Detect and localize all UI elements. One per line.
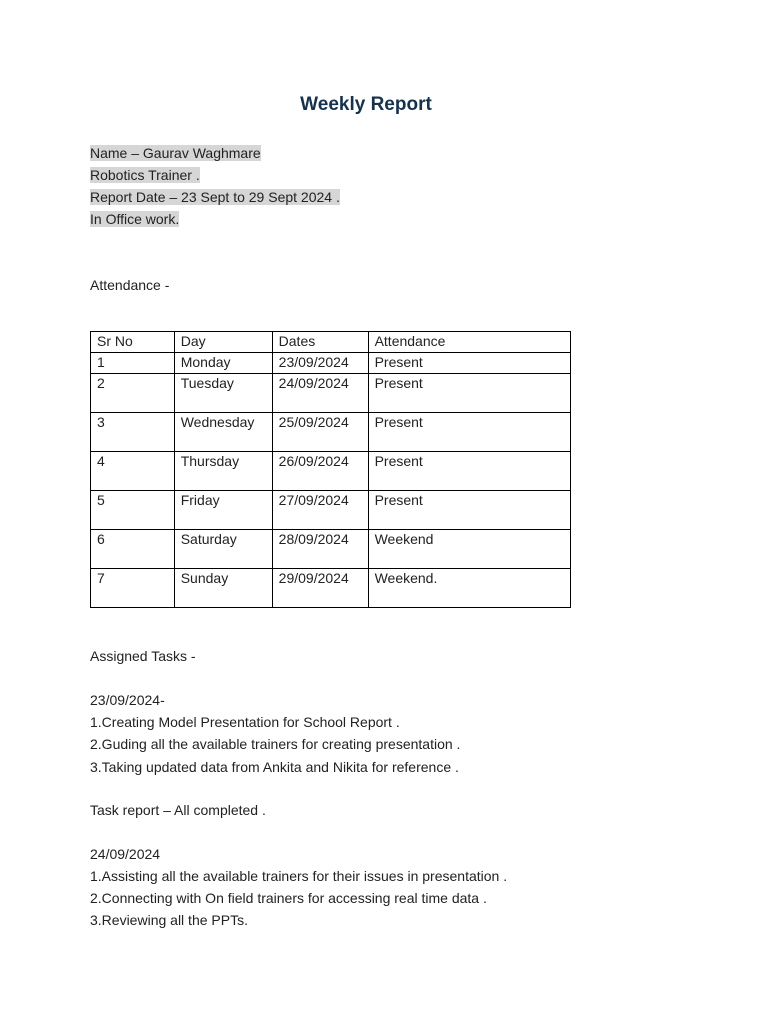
date-cell: 28/09/2024 xyxy=(272,530,368,569)
header-cell: Sr No xyxy=(91,332,175,353)
table-row xyxy=(91,530,571,569)
sr-no-cell: 6 xyxy=(91,530,175,569)
attendance-cell: Present xyxy=(368,413,570,452)
date-cell: 24/09/2024 xyxy=(272,374,368,413)
task-date-2: 24/09/2024 xyxy=(90,846,161,862)
task-item: 2.Connecting with On field trainers for accessing real time data . xyxy=(90,890,487,906)
report-date-text: Report Date – 23 Sept to 29 Sept 2024 . xyxy=(90,189,340,205)
task-item: 1.Creating Model Presentation for School Report . xyxy=(90,714,400,730)
tasks-heading: Assigned Tasks - xyxy=(90,648,196,664)
role-text: Robotics Trainer . xyxy=(90,167,200,183)
day-cell: Friday xyxy=(174,491,272,530)
day-cell: Sunday xyxy=(174,569,272,608)
day-cell: Thursday xyxy=(174,452,272,491)
sr-no-cell: 4 xyxy=(91,452,175,491)
task-item: 3.Reviewing all the PPTs. xyxy=(90,912,248,928)
task-item: 2.Guding all the available trainers for creating presentation . xyxy=(90,736,461,752)
task-item: 1.Assisting all the available trainers for their issues in presentation . xyxy=(90,868,508,884)
name-line xyxy=(90,142,261,164)
sr-no-cell: 7 xyxy=(91,569,175,608)
table-header-row xyxy=(91,332,571,353)
day-cell: Saturday xyxy=(174,530,272,569)
attendance-cell: Present xyxy=(368,491,570,530)
sr-no-cell: 1 xyxy=(91,353,175,374)
role-line xyxy=(90,164,200,186)
table-row xyxy=(91,413,571,452)
sr-no-cell: 5 xyxy=(91,491,175,530)
attendance-cell: Present xyxy=(368,353,570,374)
date-cell: 25/09/2024 xyxy=(272,413,368,452)
page-title: Weekly Report xyxy=(300,94,432,115)
attendance-cell: Weekend xyxy=(368,530,570,569)
day-cell: Wednesday xyxy=(174,413,272,452)
attendance-cell: Weekend. xyxy=(368,569,570,608)
table-row xyxy=(91,353,571,374)
table-row xyxy=(91,491,571,530)
sr-no-cell: 2 xyxy=(91,374,175,413)
attendance-cell: Present xyxy=(368,452,570,491)
work-mode-line xyxy=(90,208,179,230)
task-item: 3.Taking updated data from Ankita and Nikita for reference . xyxy=(90,759,459,775)
work-mode-text: In Office work. xyxy=(90,211,180,227)
name-text: Name – Gaurav Waghmare xyxy=(90,145,261,161)
sr-no-cell: 3 xyxy=(91,413,175,452)
date-cell: 29/09/2024 xyxy=(272,569,368,608)
table-row xyxy=(91,569,571,608)
attendance-table xyxy=(90,331,571,608)
attendance-heading: Attendance - xyxy=(90,277,170,293)
task-report: Task report – All completed . xyxy=(90,802,266,818)
attendance-cell: Present xyxy=(368,374,570,413)
date-cell: 23/09/2024 xyxy=(272,353,368,374)
date-cell: 27/09/2024 xyxy=(272,491,368,530)
report-date-line xyxy=(90,186,340,208)
task-date-1: 23/09/2024- xyxy=(90,692,165,708)
day-cell: Monday xyxy=(174,353,272,374)
date-cell: 26/09/2024 xyxy=(272,452,368,491)
table-row xyxy=(91,374,571,413)
header-cell: Day xyxy=(174,332,272,353)
table-row xyxy=(91,452,571,491)
header-cell: Attendance xyxy=(368,332,570,353)
header-cell: Dates xyxy=(272,332,368,353)
day-cell: Tuesday xyxy=(174,374,272,413)
